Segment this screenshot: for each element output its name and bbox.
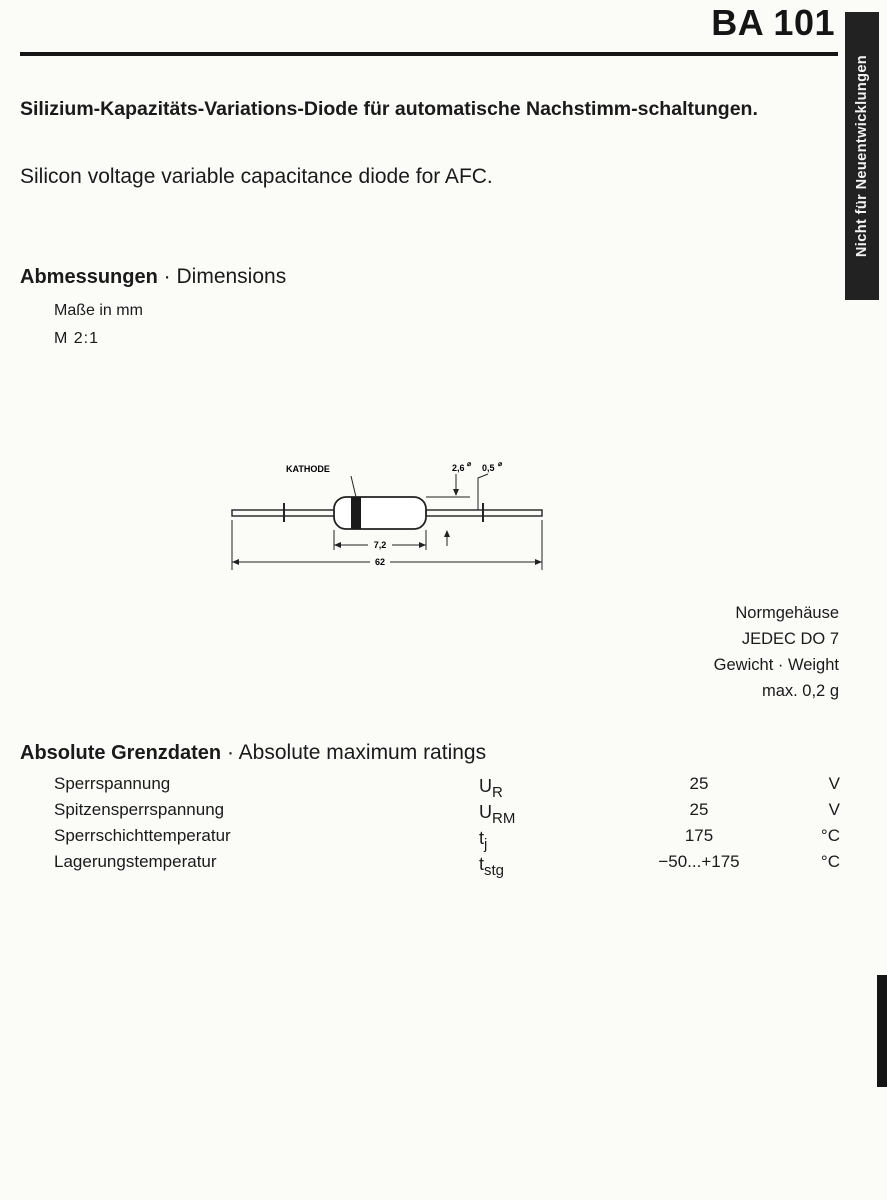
ratings-heading-de: Absolute Grenzdaten	[20, 742, 222, 764]
rating-value: 175	[684, 826, 714, 845]
body-dia-arrowhead	[453, 489, 459, 496]
rating-name: Sperrspannung	[54, 774, 171, 793]
body-length-arrow-left	[334, 542, 341, 548]
rating-value: 25	[689, 800, 709, 819]
package-info	[714, 600, 839, 704]
rating-symbol: $U_R$	[479, 776, 503, 801]
body-diameter-label: 2,6	[452, 463, 465, 473]
heading-separator: ·	[226, 741, 234, 764]
dimensions-heading	[20, 265, 286, 289]
diode-dimension-drawing	[220, 450, 560, 580]
rating-symbol: $t_j$	[479, 828, 488, 853]
rating-name: Lagerungstemperatur	[54, 852, 217, 871]
rating-symbol: $U_{RM}$	[479, 802, 516, 827]
body-dia-lower-arrowhead	[444, 530, 450, 537]
wire-diameter-label: 0,5	[482, 463, 495, 473]
table-row	[54, 826, 840, 852]
body-diameter-symbol: ⌀	[467, 461, 472, 468]
title-english: Silicon voltage variable capacitance diode for AFC.	[20, 165, 493, 188]
header-rule	[20, 52, 838, 56]
table-row	[54, 800, 840, 826]
wire-diameter-symbol: ⌀	[498, 461, 503, 468]
weight-label: Gewicht · Weight	[713, 656, 839, 674]
ratings-heading	[20, 741, 486, 765]
table-row	[54, 774, 840, 800]
weight-value: max. 0,2 g	[761, 682, 839, 700]
rating-unit: °C	[820, 826, 840, 845]
edge-register-mark	[877, 975, 887, 1087]
dimensions-heading-de: Abmessungen	[20, 266, 158, 288]
cathode-leader	[351, 476, 356, 497]
body-length-arrow-right	[419, 542, 426, 548]
table-row	[54, 852, 840, 878]
rating-symbol: $t_{stg}$	[479, 854, 505, 879]
rating-name: Sperrschichttemperatur	[54, 826, 231, 845]
cathode-band	[351, 497, 361, 529]
case-value: JEDEC DO 7	[741, 630, 839, 648]
title-german: Silizium-Kapazitäts-Variations-Diode für automatische Nachstimm-schaltungen.	[20, 98, 758, 120]
heading-separator: ·	[163, 265, 171, 288]
rating-unit: V	[828, 800, 840, 819]
rating-name: Spitzensperrspannung	[54, 800, 225, 819]
rating-value: 25	[689, 774, 709, 793]
overall-length-label: 62	[374, 557, 386, 567]
cathode-label: KATHODE	[286, 464, 330, 474]
units-note: Maße in mm	[54, 302, 143, 319]
scale-note: M 2:1	[54, 330, 100, 347]
rating-value: −50...+175	[658, 852, 740, 871]
ratings-table	[54, 774, 840, 878]
side-tab	[845, 12, 879, 300]
body-length-label: 7,2	[373, 540, 387, 550]
diode-body	[334, 497, 426, 529]
overall-arrow-right	[535, 559, 542, 565]
part-number: BA 101	[711, 2, 835, 43]
rating-unit: V	[828, 774, 840, 793]
case-label: Normgehäuse	[735, 604, 839, 622]
rating-unit: °C	[820, 852, 840, 871]
overall-arrow-left	[232, 559, 239, 565]
ratings-heading-en: Absolute maximum ratings	[238, 741, 487, 764]
side-tab-label: Nicht für Neuentwicklungen	[854, 54, 871, 258]
dimensions-heading-en: Dimensions	[176, 265, 287, 288]
